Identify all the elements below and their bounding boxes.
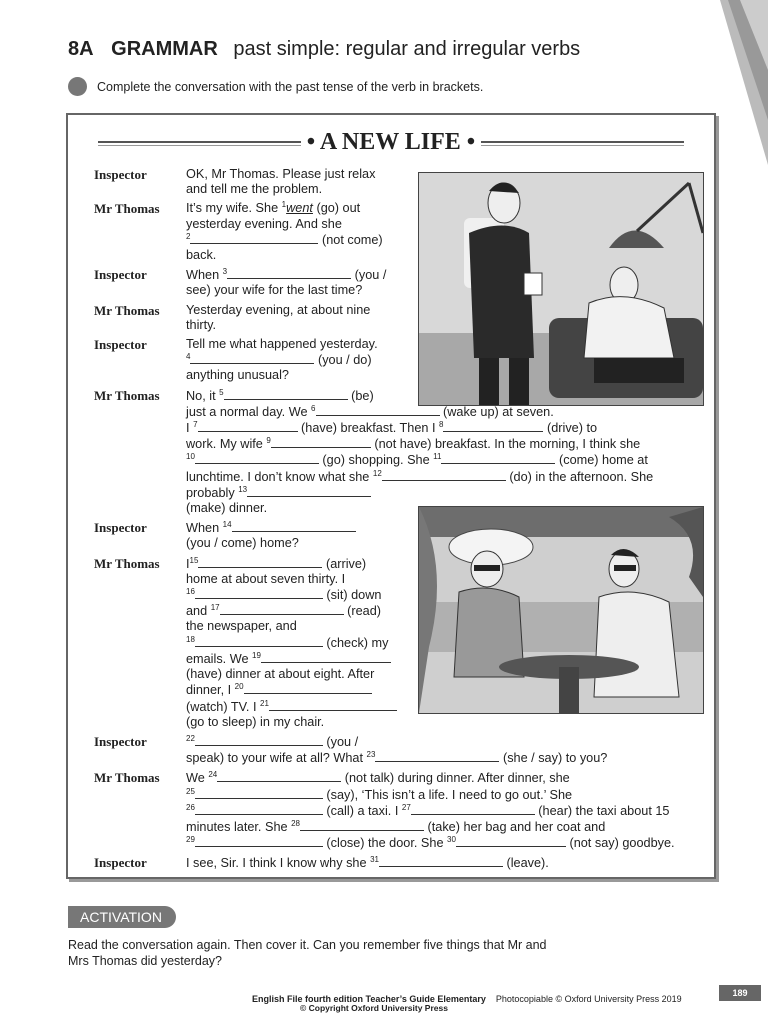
answer-blank[interactable]	[198, 556, 322, 568]
activation-label: ACTIVATION	[68, 906, 176, 928]
answer-blank[interactable]	[443, 420, 543, 432]
banner-rule-left	[98, 141, 301, 143]
section-header	[68, 38, 580, 61]
speaker-name: Inspector	[94, 520, 147, 536]
dialogue-turn: Mr Thomas $I^{15}$ (arrive) home at about seven thirty. I $^{16}$ (sit) down and $^{17}$ (read) the newspaper, and $^{18}$ (check) my emails. We $^{19}$ (have) dinner at about eight. After dinner, I $^{20}$ (watch) TV. I $^{21}$ (go to sleep) in my chair.	[94, 556, 706, 730]
answer-blank[interactable]	[195, 635, 323, 647]
dialogue-turn: Inspector Tell me what happened yesterday. $^4$ (you / do) anything unusual?	[94, 337, 378, 383]
answer-blank[interactable]	[244, 682, 372, 694]
answer-blank[interactable]	[190, 232, 318, 244]
dialogue-turn: Mr Thomas It’s my wife. She $^1$went (go) out yesterday evening. And she $^2$ (not come) back.	[94, 200, 383, 263]
speaker-name: Mr Thomas	[94, 201, 160, 217]
section-subtitle: past simple: regular and irregular verbs	[233, 38, 581, 60]
page-number: 189	[719, 985, 761, 1001]
bullet-icon	[68, 77, 87, 96]
speaker-name: Inspector	[94, 167, 147, 182]
answer-blank[interactable]	[195, 734, 323, 746]
answer-blank[interactable]	[411, 803, 535, 815]
dialogue-turn: Inspector When $^3$ (you / see) your wife for the last time?	[94, 266, 387, 298]
page-corner-decoration	[720, 0, 768, 165]
answer-blank[interactable]	[198, 420, 298, 432]
dialogue-turn: Mr Thomas Yesterday evening, at about nine thirty.	[94, 302, 371, 332]
speaker-name: Mr Thomas	[94, 302, 160, 318]
speaker-name: Mr Thomas	[94, 387, 160, 403]
answer-blank[interactable]	[232, 520, 356, 532]
speaker-name: Inspector	[94, 267, 147, 283]
answer-blank[interactable]	[271, 436, 371, 448]
answer-blank[interactable]	[375, 750, 499, 762]
speaker-name: Inspector	[94, 855, 147, 871]
answer-blank[interactable]	[195, 587, 323, 599]
answer-blank[interactable]	[382, 469, 506, 481]
inspector-and-mr-thomas-illustration	[418, 172, 704, 406]
speaker-name: Mr Thomas	[94, 770, 160, 786]
banner-rule-right	[481, 141, 684, 143]
dialogue-turn: Inspector OK, Mr Thomas. Please just relax and tell me the problem.	[94, 167, 376, 197]
answer-blank[interactable]	[190, 352, 314, 364]
answer-blank[interactable]	[195, 787, 323, 799]
banner-title: • A NEW LIFE •	[306, 128, 476, 155]
dialogue-turn: Mr Thomas No, it $^5$ (be) just a normal day. We $^6$ (wake up) at seven. I $^7$ (have) breakfast. Then I $^8$ (drive) to work. My wife $^9$ (not have) breakfast. In the morning, I think she $^{10}$ (go) shopping. She $^{11}$ (come) home at lunchtime. I don’t know what she $^{12}$ (do) in the afternoon. She probably $^{13}$ (make) dinner.	[94, 387, 654, 516]
answer-blank[interactable]	[220, 603, 344, 615]
answer-blank[interactable]	[217, 770, 341, 782]
section-title: GRAMMAR	[111, 38, 218, 60]
speaker-name: Inspector	[94, 733, 147, 749]
section-code: 8A	[68, 38, 94, 60]
answer-blank[interactable]	[441, 452, 555, 464]
footer-copyright: © Copyright Oxford University Press	[300, 1003, 448, 1013]
answer-blank[interactable]	[269, 699, 397, 711]
exercise-box	[66, 113, 716, 879]
speaker-name: Inspector	[94, 337, 147, 353]
answer-blank[interactable]	[224, 388, 348, 400]
footer-book-title: English File fourth edition Teacher’s Guide Elementary	[252, 994, 486, 1004]
answer-blank[interactable]	[261, 651, 391, 663]
couple-on-beach-illustration	[418, 506, 704, 714]
dialogue-turn: Mr Thomas We $^{24}$ (not talk) during dinner. After dinner, she $^{25}$ (say), ‘This isn’t a life. I need to go out.’ She $^{26}$ (call) a taxi. I $^{27}$ (hear) the taxi about 15 minutes later. She $^{28}$ (take) her bag and her coat and $^{29}$ (close) the door. She $^{30}$ (not say) goodbye.	[94, 770, 675, 851]
dialogue-turn: Inspector I see, Sir. I think I know why she $^{31}$ (leave).	[94, 855, 549, 871]
footer-photocopiable: Photocopiable © Oxford University Press 2019	[495, 994, 682, 1004]
activation-text: Read the conversation again. Then cover it. Can you remember five things that Mr and Mrs Thomas did yesterday?	[68, 938, 547, 968]
exercise-banner	[98, 127, 684, 157]
answer-blank[interactable]	[195, 835, 323, 847]
speaker-name: Mr Thomas	[94, 555, 160, 571]
exercise-instruction: Complete the conversation with the past tense of the verb in brackets.	[68, 77, 483, 96]
answer-blank[interactable]	[227, 267, 351, 279]
answer-blank[interactable]	[195, 803, 323, 815]
dialogue-turn: Inspector $^{22}$ (you / speak) to your wife at all? What $^{23}$ (she / say) to you?	[94, 733, 608, 766]
answer-blank[interactable]	[195, 452, 319, 464]
answer-blank[interactable]	[456, 835, 566, 847]
example-answer: went	[286, 201, 313, 216]
dialogue-turn: Inspector When $^{14}$ (you / come) home?	[94, 520, 706, 551]
answer-blank[interactable]	[300, 819, 424, 831]
answer-blank[interactable]	[379, 855, 503, 867]
answer-blank[interactable]	[247, 485, 371, 497]
